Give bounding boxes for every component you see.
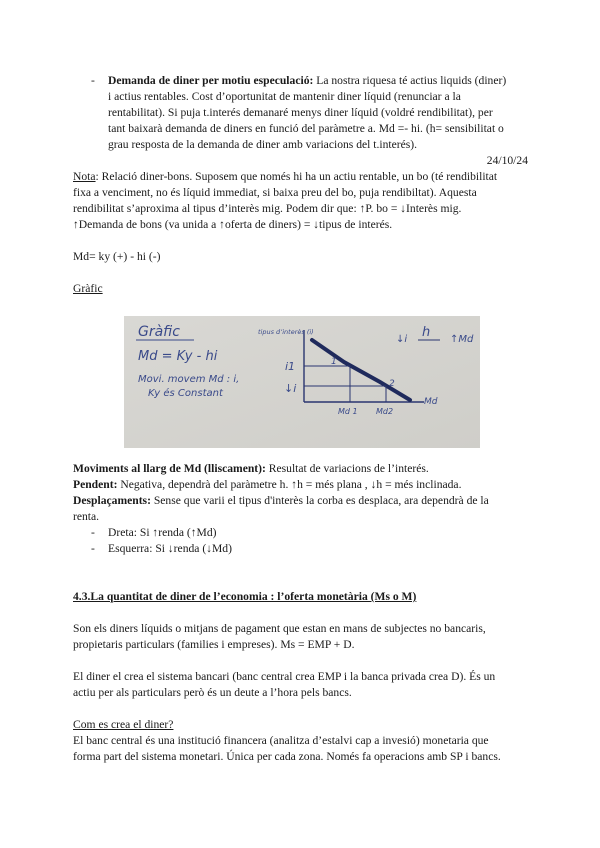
- graph-note2: Ky és Constant: [148, 388, 223, 399]
- graph-note1: Movi. movem Md : i,: [138, 374, 240, 385]
- graph-svg: [124, 316, 480, 448]
- label-i2: ↓i: [284, 382, 297, 395]
- nota-line1: [73, 169, 497, 184]
- grafic-label: Gràfic: [73, 282, 103, 295]
- section-heading: 4.3.La quantitat de diner de l’economia : l’oferta monetària (Ms o M): [73, 590, 417, 603]
- despl-label: Desplaçaments:: [73, 494, 151, 507]
- graph-equation: Md = Ky - hi: [138, 349, 218, 364]
- right-note-h: h: [422, 325, 431, 340]
- moviments-title: Moviments al llarg de Md (lliscament):: [73, 462, 266, 475]
- bullet-dash: -: [91, 74, 95, 87]
- handwritten-graph: [124, 316, 480, 448]
- item-dreta: Dreta: Si ↑renda (↑Md): [108, 526, 217, 539]
- bullet1-title: Demanda de diner per motiu especulació:: [108, 74, 314, 87]
- section-p1-line1: Son els diners líquids o mitjans de pagament que estan en mans de subjectes no bancaris,: [73, 622, 486, 635]
- nota-line3: rendibilitat s’aproxima al tipus d’interès mig. Podem dir que: ↑P. bo = ↓Interès mig.: [73, 202, 462, 215]
- label-i1: i1: [285, 360, 296, 373]
- bullet1-line1-text: La nostra riquesa té actius liquids (diner): [313, 74, 507, 87]
- label-md1: Md 1: [338, 407, 358, 416]
- point-1: 1: [331, 357, 337, 367]
- y-axis-label: tipus d’interès (i): [258, 328, 314, 336]
- bullet1-line2: i actius rentables. Cost d’oportunitat de mantenir diner líquid (renunciar a la: [108, 90, 461, 103]
- bullet1-line5: grau resposta de la demanda de diner amb variacions del t.interés).: [108, 138, 418, 151]
- nota-line1-text: : Relació diner-bons. Suposem que només hi ha un actiu rentable, un bo (té rendibilitat: [95, 170, 498, 183]
- item2-dash: -: [91, 542, 95, 555]
- bullet1-line3: rentabilitat). Si puja t.interés demanaré menys diner líquid (voldré rendibilitat), per: [108, 106, 493, 119]
- pendent-line: [73, 477, 461, 492]
- label-md-curve: Md: [424, 397, 438, 407]
- item-esquerra: Esquerra: Si ↓renda (↓Md): [108, 542, 232, 555]
- nota-line4: ↑Demanda de bons (va unida a ↑oferta de diners) = ↓tipus de interés.: [73, 218, 393, 231]
- label-md2: Md2: [376, 407, 394, 416]
- section-p3-line1: El banc central és una institució financera (analitza d’estalvi cap a invesió) monetaria que: [73, 734, 489, 747]
- despl-line2: renta.: [73, 510, 100, 523]
- despl-text: Sense que varii el tipus d'interès la corba es desplaca, ara dependrà de la: [150, 494, 489, 507]
- moviments-line: [73, 461, 429, 476]
- bullet1-line4: tant baixarà demanda de diners en funció del paràmetre a. Md =- hi. (h= sensibilitat o: [108, 122, 504, 135]
- despl-line: [73, 493, 489, 508]
- section-p2-line2: actiu per als particulars però és un deute a l’hora pels bancs.: [73, 686, 352, 699]
- section-p3-line2: forma part del sistema monetari. Única per cada zona. Només fa operacions amb SP i bancs.: [73, 750, 501, 763]
- pendent-text: Negativa, dependrà del paràmetre h. ↑h = més plana , ↓h = més inclinada.: [117, 478, 462, 491]
- point-2: 2: [389, 379, 395, 389]
- moviments-text: Resultat de variacions de l’interés.: [265, 462, 429, 475]
- nota-label: Nota: [73, 170, 96, 183]
- item1-dash: -: [91, 526, 95, 539]
- graph-title: Gràfic: [138, 324, 180, 340]
- date-label: 24/10/24: [486, 154, 528, 167]
- nota-line2: fixa a venciment, no és líquid immediat, si baixa preu del bo, puja rendibiltat). Aquesta: [73, 186, 477, 199]
- right-note-md: ↑Md: [450, 334, 474, 345]
- sub-heading: Com es crea el diner?: [73, 718, 174, 731]
- section-p1-line2: propietaris particulars (families i empreses). Ms = EMP + D.: [73, 638, 355, 651]
- bullet1-line1: [108, 73, 506, 88]
- right-note-i: ↓i: [396, 334, 408, 345]
- formula: Md= ky (+) - hi (-): [73, 250, 161, 263]
- pendent-label: Pendent:: [73, 478, 118, 491]
- section-p2-line1: El diner el crea el sistema bancari (banc central crea EMP i la banca privada crea D). És un: [73, 670, 496, 683]
